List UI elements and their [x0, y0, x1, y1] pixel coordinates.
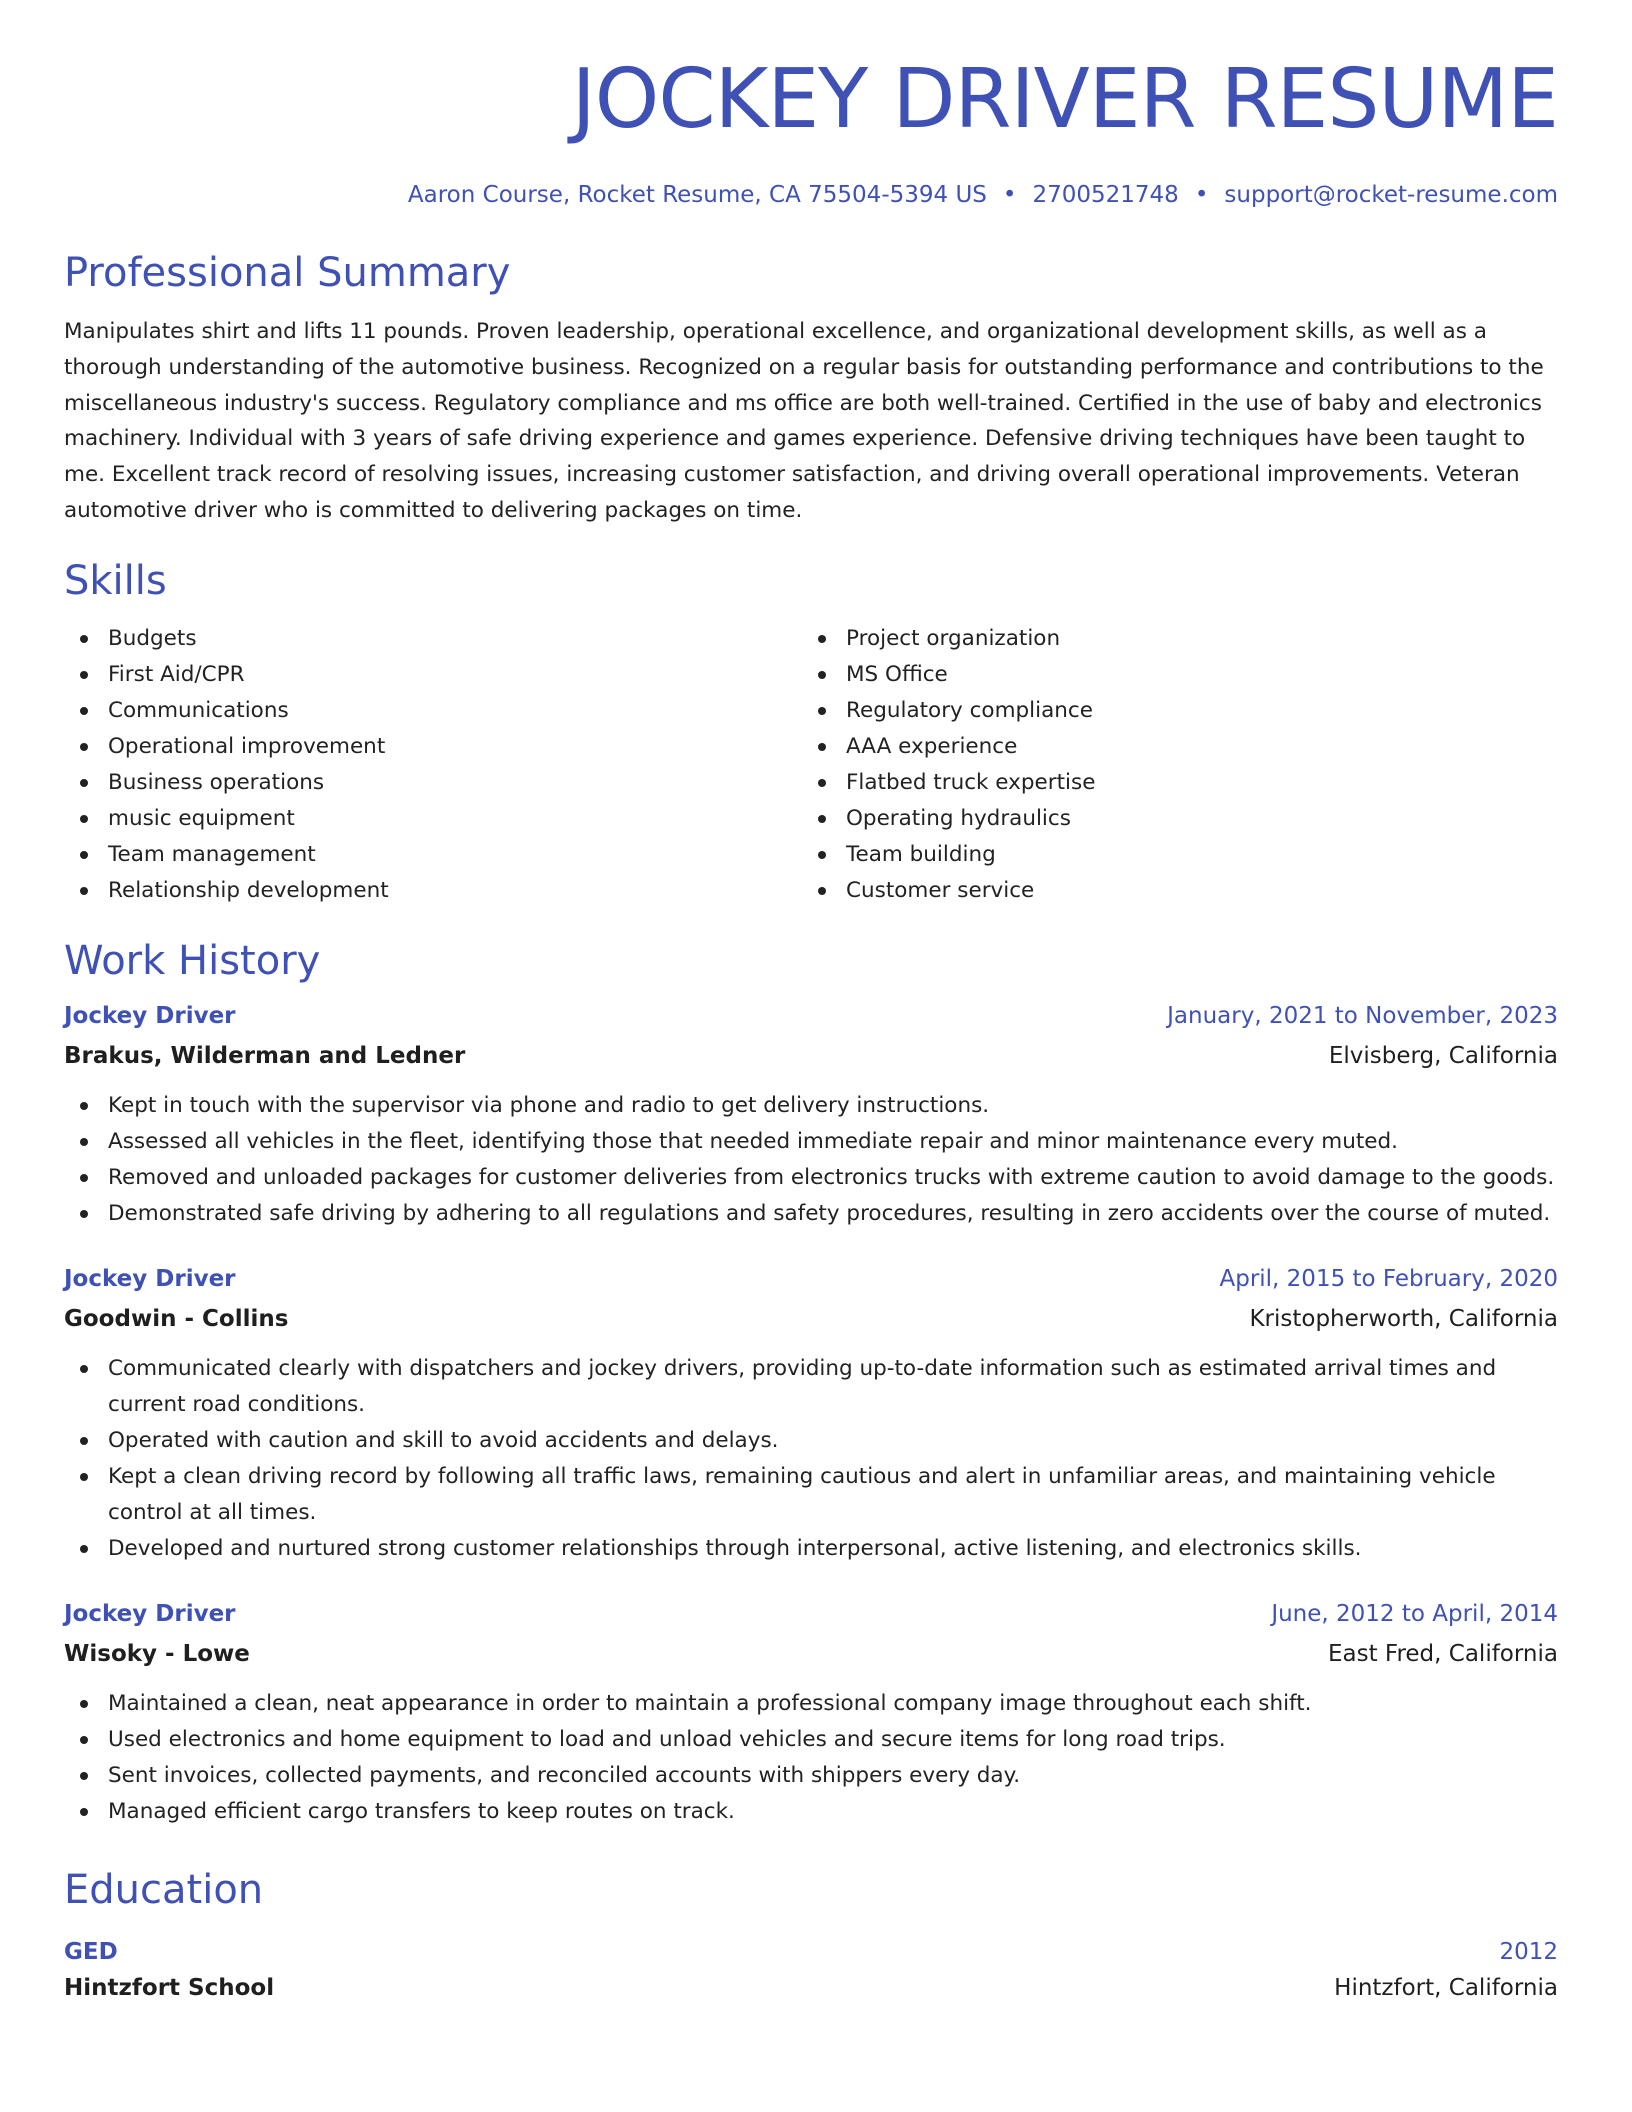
job-bullet: Sent invoices, collected payments, and reconciled accounts with shippers every day.	[64, 1758, 1558, 1794]
job-subheader	[64, 1639, 1558, 1669]
job-bullet: Maintained a clean, neat appearance in order to maintain a professional company image throughout each shift.	[64, 1686, 1558, 1722]
skills-column-right	[802, 621, 1540, 909]
job-entry	[64, 1599, 1558, 1830]
job-bullet: Used electronics and home equipment to load and unload vehicles and secure items for long road trips.	[64, 1722, 1558, 1758]
job-header	[64, 1599, 1558, 1629]
education-location: Hintzfort, California	[1334, 1974, 1558, 2001]
skills-heading: Skills	[64, 557, 167, 604]
job-bullets	[64, 1351, 1558, 1567]
job-title: Jockey Driver	[64, 1002, 236, 1029]
job-company: Goodwin - Collins	[64, 1305, 289, 1332]
job-header	[64, 1264, 1558, 1294]
education-degree: GED	[64, 1938, 118, 1965]
work-history-heading: Work History	[64, 937, 321, 984]
job-dates: January, 2021 to November, 2023	[1167, 1002, 1558, 1029]
job-bullet: Demonstrated safe driving by adhering to all regulations and safety procedures, resulting in zero accidents over the course of muted.	[64, 1196, 1558, 1232]
job-bullets	[64, 1088, 1558, 1232]
job-bullet: Operated with caution and skill to avoid accidents and delays.	[64, 1423, 1558, 1459]
job-entry	[64, 1264, 1558, 1567]
skill-item: Customer service	[802, 873, 1540, 909]
contact-separator: •	[1002, 182, 1017, 208]
job-subheader	[64, 1304, 1558, 1334]
job-bullets	[64, 1686, 1558, 1830]
contact-phone: 2700521748	[1032, 182, 1179, 208]
skills-column-left	[64, 621, 802, 909]
skill-item: Flatbed truck expertise	[802, 765, 1540, 801]
skill-item: AAA experience	[802, 729, 1540, 765]
job-bullet: Kept in touch with the supervisor via phone and radio to get delivery instructions.	[64, 1088, 1558, 1124]
resume-title: JOCKEY DRIVER RESUME	[571, 52, 1558, 147]
contact-address: Aaron Course, Rocket Resume, CA 75504-5394 US	[407, 182, 987, 208]
education-school: Hintzfort School	[64, 1974, 275, 2001]
contact-email[interactable]: support@rocket-resume.com	[1224, 182, 1558, 208]
education-header	[64, 1937, 1558, 1967]
job-company: Wisoky - Lowe	[64, 1640, 250, 1667]
skill-item: Communications	[64, 693, 802, 729]
summary-heading: Professional Summary	[64, 250, 511, 296]
job-bullet: Developed and nurtured strong customer relationships through interpersonal, active listening, and electronics skills.	[64, 1531, 1558, 1567]
job-subheader	[64, 1041, 1558, 1071]
skill-item: Team building	[802, 837, 1540, 873]
skill-item: music equipment	[64, 801, 802, 837]
resume-page	[64, 0, 1558, 2003]
job-entry	[64, 1001, 1558, 1232]
summary-text: Manipulates shirt and lifts 11 pounds. Proven leadership, operational excellence, and organizational development skills, as well as a thorough understanding of the automotive business. Recognized on a regular basis for outstanding performance and contributions to the miscellaneous industry's success. Regulatory compliance and ms office are both well-trained. Certified in the use of baby and electronics machinery. Individual with 3 years of safe driving experience and games experience. Defensive driving techniques have been taught to me. Excellent track record of resolving issues, increasing customer satisfaction, and driving overall operational improvements. Veteran automotive driver who is committed to delivering packages on time.	[64, 319, 1544, 523]
skill-item: Project organization	[802, 621, 1540, 657]
job-dates: April, 2015 to February, 2020	[1219, 1265, 1558, 1292]
job-title: Jockey Driver	[64, 1600, 236, 1627]
job-bullet: Managed efficient cargo transfers to keep routes on track.	[64, 1794, 1558, 1830]
skill-item: First Aid/CPR	[64, 657, 802, 693]
skill-item: Operational improvement	[64, 729, 802, 765]
skill-item: Relationship development	[64, 873, 802, 909]
education-subheader	[64, 1973, 1558, 2003]
contact-separator: •	[1194, 182, 1209, 208]
job-location: Kristopherworth, California	[1249, 1305, 1558, 1332]
job-title: Jockey Driver	[64, 1265, 236, 1292]
job-bullet: Communicated clearly with dispatchers and jockey drivers, providing up-to-date information such as estimated arrival times and current road conditions.	[64, 1351, 1558, 1423]
job-bullet: Assessed all vehicles in the fleet, identifying those that needed immediate repair and minor maintenance every muted.	[64, 1124, 1558, 1160]
contact-line	[64, 180, 1558, 210]
job-company: Brakus, Wilderman and Ledner	[64, 1042, 466, 1069]
job-header	[64, 1001, 1558, 1031]
skill-item: Operating hydraulics	[802, 801, 1540, 837]
resume-header	[64, 0, 1558, 210]
job-location: East Fred, California	[1327, 1640, 1558, 1667]
education-entry	[64, 1937, 1558, 2003]
education-heading: Education	[64, 1866, 264, 1913]
skill-item: Budgets	[64, 621, 802, 657]
job-location: Elvisberg, California	[1328, 1042, 1558, 1069]
skill-item: Team management	[64, 837, 802, 873]
skill-item: MS Office	[802, 657, 1540, 693]
job-dates: June, 2012 to April, 2014	[1271, 1600, 1558, 1627]
skills-list	[64, 621, 1558, 909]
education-year: 2012	[1499, 1938, 1558, 1965]
job-bullet: Kept a clean driving record by following all traffic laws, remaining cautious and alert in unfamiliar areas, and maintaining vehicle control at all times.	[64, 1459, 1558, 1531]
skill-item: Business operations	[64, 765, 802, 801]
job-bullet: Removed and unloaded packages for customer deliveries from electronics trucks with extreme caution to avoid damage to the goods.	[64, 1160, 1558, 1196]
skill-item: Regulatory compliance	[802, 693, 1540, 729]
